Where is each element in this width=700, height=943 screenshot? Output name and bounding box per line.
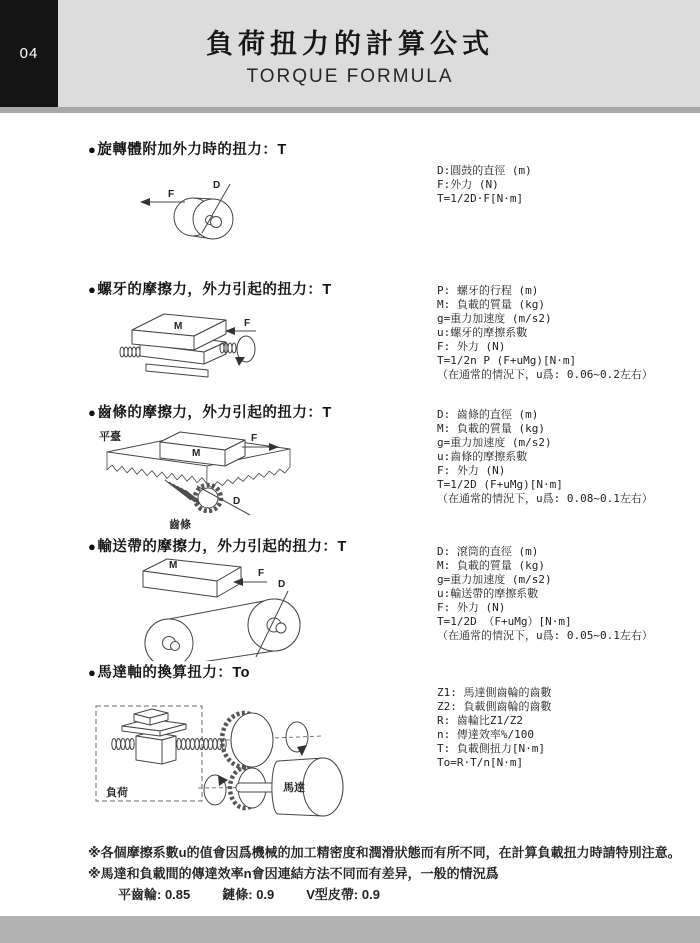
bullet-icon: ●	[88, 142, 97, 157]
formula-line: R: 齒輪比Z1/Z2	[437, 714, 523, 727]
drum-key	[211, 217, 222, 228]
section-heading	[88, 278, 332, 299]
right-roller-key	[276, 623, 286, 633]
bullet-icon: ●	[88, 539, 97, 554]
drum-diagram	[128, 168, 338, 253]
diameter-label: D	[213, 180, 221, 191]
formula-line: T=1/2D (F+uMg)[N·m]	[437, 478, 563, 491]
formula-line: T: 負載側扭力[N·m]	[437, 742, 545, 755]
rack-diagram	[85, 420, 405, 536]
force-label: F	[258, 568, 265, 579]
load-label: 負荷	[106, 787, 128, 799]
formula-line: （在通常的情況下，u爲: 0.06~0.2左右）	[437, 368, 653, 381]
formula-line: u:輸送帶的摩擦系數	[437, 587, 539, 600]
pinion-gear-face	[198, 488, 218, 508]
section-heading	[88, 661, 250, 682]
footnotes	[88, 842, 681, 905]
bullet-icon: ●	[88, 282, 97, 297]
formula-line: n: 傳達效率%/100	[437, 728, 534, 741]
motor-end-cap	[303, 758, 343, 816]
page-header	[0, 0, 700, 107]
section-heading-text: 齒條的摩擦力，外力引起的扭力：T	[97, 405, 332, 421]
formula-line: g=重力加速度 (m/s2)	[437, 436, 552, 449]
rotation-arrowhead	[218, 775, 228, 786]
mass-label: M	[174, 321, 183, 332]
formula-line: F:外力 (N)	[437, 178, 499, 191]
formula-line: g=重力加速度 (m/s2)	[437, 312, 552, 325]
formula-line: T=1/2D·F[N·m]	[437, 192, 524, 205]
formula-line: Z2: 負載側齒輪的齒數	[437, 700, 552, 713]
slider-block-side	[162, 736, 176, 764]
formula-line: u:齒條的摩擦系數	[437, 450, 528, 463]
bullet-icon: ●	[88, 405, 97, 420]
base-slab	[146, 364, 208, 377]
mass-label: M	[192, 448, 201, 459]
rack-label: 齒條	[169, 519, 191, 531]
page-number: 04	[0, 0, 58, 107]
diameter-label: D	[233, 496, 241, 507]
platform-label: 平臺	[99, 431, 121, 443]
section-heading	[88, 401, 332, 422]
formula-block	[437, 164, 532, 206]
formula-line: M: 負載的質量 (kg)	[437, 559, 545, 572]
section-heading-text: 旋轉體附加外力時的扭力：T	[97, 142, 287, 158]
section-heading	[88, 138, 287, 159]
footer-bar	[0, 916, 700, 943]
formula-line: P: 螺牙的行程 (m)	[437, 284, 539, 297]
force-label: F	[244, 318, 251, 329]
formula-line: D: 滾筒的直徑 (m)	[437, 545, 539, 558]
screw-thread-left	[120, 347, 140, 357]
formula-line: M: 負載的質量 (kg)	[437, 298, 545, 311]
rotation-arrowhead	[297, 745, 307, 756]
force-label: F	[251, 433, 258, 444]
formula-line: u:螺牙的摩擦系數	[437, 326, 528, 339]
section-heading-text: 螺牙的摩擦力，外力引起的扭力：T	[97, 282, 332, 298]
efficiency-value: V型皮帶: 0.9	[306, 887, 380, 902]
slider-block-front	[136, 736, 162, 764]
efficiency-values	[118, 884, 681, 905]
formula-line: F: 外力 (N)	[437, 340, 506, 353]
left-roller-key	[171, 642, 180, 651]
header-divider	[0, 107, 700, 113]
formula-block	[437, 545, 653, 643]
formula-line: To=R·T/n[N·m]	[437, 756, 524, 769]
section-heading	[88, 535, 347, 556]
formula-line: （在通常的情況下，u爲: 0.05~0.1左右）	[437, 629, 653, 642]
formula-line: F: 外力 (N)	[437, 464, 506, 477]
formula-line: T=1/2n P (F+uMg)[N·m]	[437, 354, 577, 367]
page-title: 負荷扭力的計算公式	[206, 29, 494, 59]
formula-line: T=1/2D （F+uMg）[N·m]	[437, 615, 572, 628]
motor-label: 馬達	[283, 782, 305, 794]
formula-line: g=重力加速度 (m/s2)	[437, 573, 552, 586]
formula-line: F: 外力 (N)	[437, 601, 506, 614]
bullet-icon: ●	[88, 665, 97, 680]
efficiency-value: 平齒輪: 0.85	[118, 887, 191, 902]
force-label: F	[168, 189, 175, 200]
footnote-line: ※馬達和負載間的傳達效率n會因連結方法不同而有差异，一般的情況爲	[88, 866, 499, 881]
title-block	[0, 22, 700, 88]
footnote-line: ※各個摩擦系數u的值會因爲機械的加工精密度和潤滑狀態而有所不同，在計算負載扭力時請特別注意。	[88, 845, 681, 860]
formula-line: D: 齒條的直徑 (m)	[437, 408, 539, 421]
formula-line: D:圓鼓的直徑 (m)	[437, 164, 532, 177]
screw-diagram	[100, 300, 340, 400]
formula-block	[437, 686, 552, 770]
formula-line: M: 負載的質量 (kg)	[437, 422, 545, 435]
mass-label: M	[169, 560, 178, 571]
section-heading-text: 輸送帶的摩擦力，外力引起的扭力：T	[97, 539, 347, 555]
efficiency-value: 鏈條: 0.9	[222, 887, 275, 902]
section-heading-text: 馬達軸的換算扭力：To	[97, 665, 250, 681]
page-subtitle: TORQUE FORMULA	[246, 66, 454, 87]
conveyor-diagram	[85, 556, 375, 661]
gear-large-face	[231, 713, 273, 767]
formula-line: Z1: 馬達側齒輪的齒數	[437, 686, 552, 699]
motor-gear-diagram	[90, 690, 385, 840]
formula-line: （在通常的情況下，u爲: 0.08~0.1左右）	[437, 492, 653, 505]
formula-block	[437, 284, 653, 382]
diameter-label: D	[278, 579, 286, 590]
formula-block	[437, 408, 653, 506]
